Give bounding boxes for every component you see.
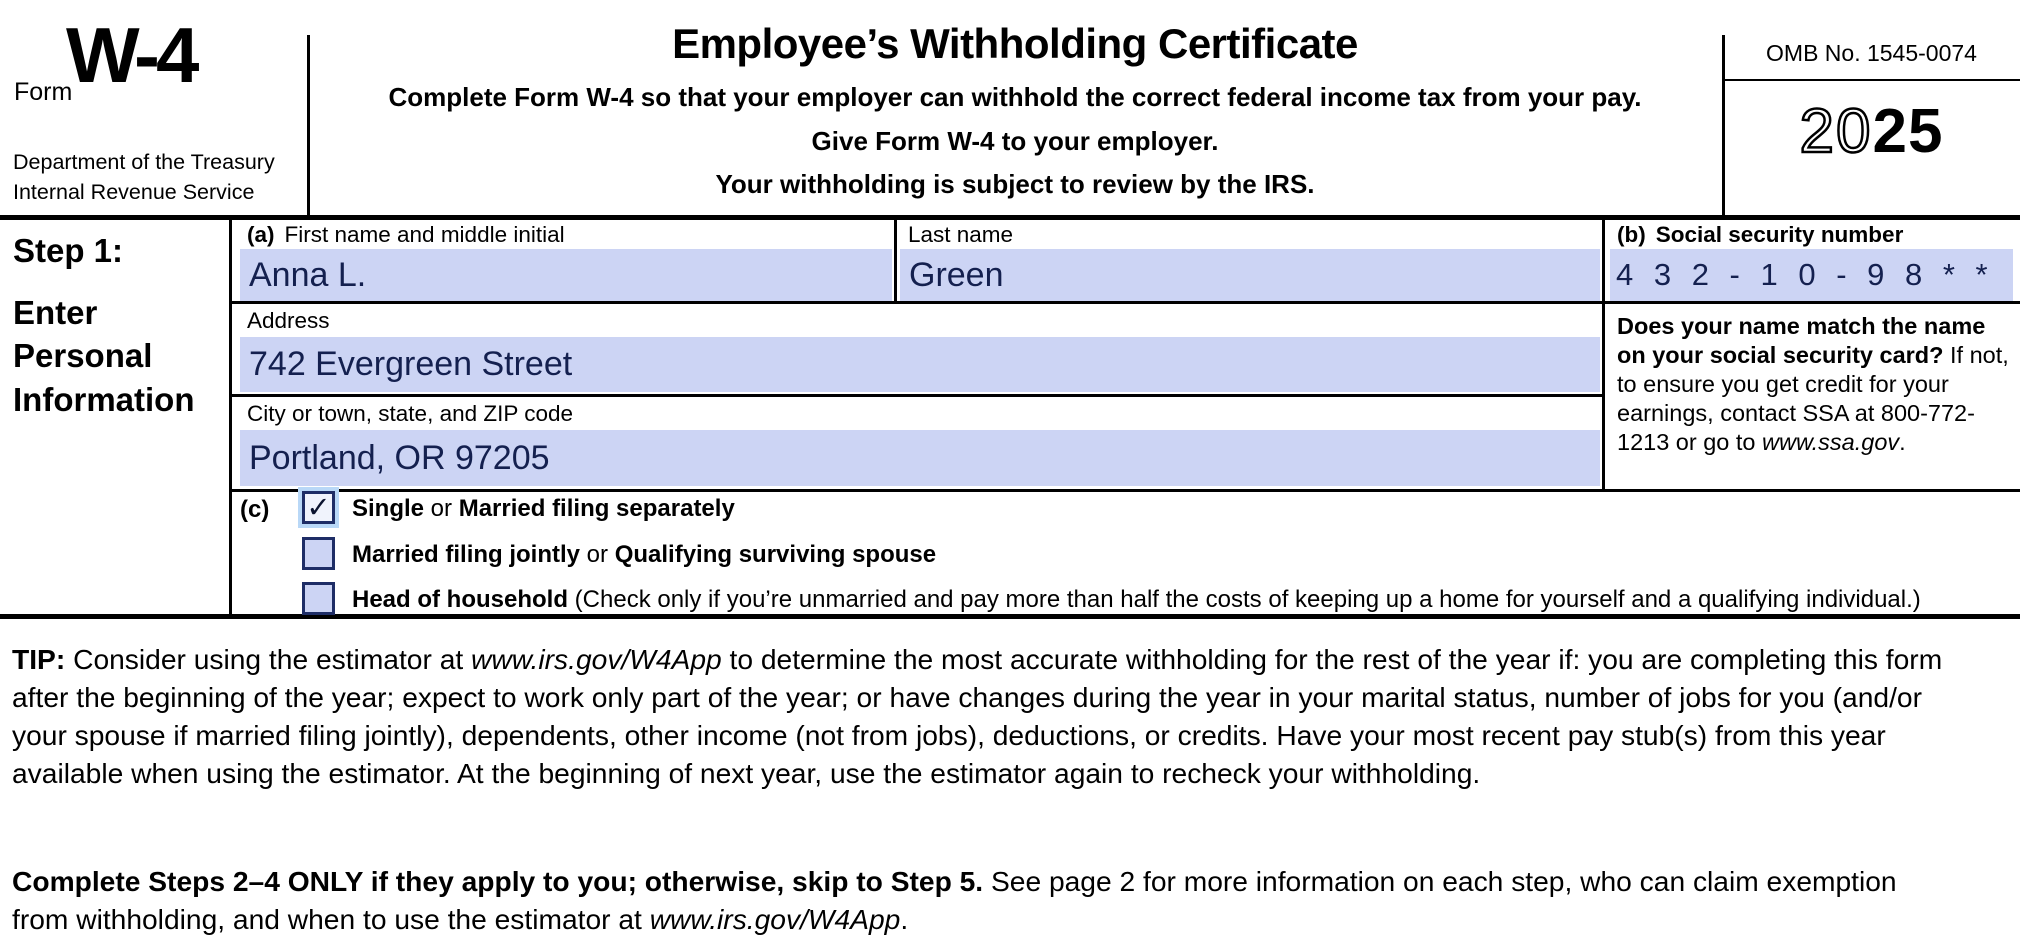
omb-underline [1725, 79, 2020, 81]
tip-paragraph [12, 640, 1960, 792]
ssn-input[interactable]: 4 3 2 - 1 0 - 9 8 * * [1610, 249, 2013, 301]
first-name-tag: (a) [247, 222, 275, 247]
first-name-label-text: First name and middle initial [284, 222, 565, 247]
ssa-name-match-note [1617, 312, 2019, 457]
step1-left-divider [229, 220, 232, 617]
w4app-link-2: www.irs.gov/W4App [649, 903, 901, 935]
header-bottom-rule [0, 215, 2020, 220]
header-right-divider [1722, 35, 1725, 216]
tip-after-link: to determine the most accurate withholding for the rest of the year if: you are completing this form after the beginning of the year; expect to work only part of the year; or have changes during the year in your marital status, number of jobs for you (and/or your spouse if married filing jointly), dependents, other income (not from jobs), deductions, or credits. Have your most recent pay stub(s) from this year available when using the estimator. At the beginning of next year, use the estimator again to recheck your withholding. [12, 643, 1943, 789]
ssa-note-body: If not, to ensure you get credit for your earnings, contact SSA at 800-772-1213 or go to [1617, 342, 2009, 455]
last-name-input[interactable]: Green [900, 249, 1600, 301]
address-input[interactable]: 742 Evergreen Street [240, 337, 1600, 392]
option3-bold: Head of household [352, 586, 568, 613]
form-subtitle-2: Give Form W-4 to your employer. [811, 126, 1219, 156]
steps-note-period: . [900, 903, 909, 935]
steps-note-bold: Complete Steps 2–4 ONLY if they apply to you; otherwise, skip to Step 5. [12, 865, 984, 897]
year-solid-digits: 25 [1872, 97, 1944, 166]
name-column-divider [894, 220, 897, 303]
checkbox-single-or-married-filing-separately[interactable] [302, 491, 335, 524]
option1-bold2: Married filing separately [458, 495, 735, 522]
omb-number: OMB No. 1545-0074 [1766, 40, 1977, 66]
city-input[interactable]: Portland, OR 97205 [240, 430, 1600, 486]
form-word: Form [14, 78, 73, 106]
tip-before-link: Consider using the estimator at [65, 643, 472, 675]
filing-status-tag: (c) [240, 496, 270, 523]
checkbox-head-of-household[interactable] [302, 582, 335, 615]
step1-label-personal: Personal [13, 337, 153, 374]
option1-or: or [424, 495, 459, 522]
agency-line-1: Department of the Treasury [13, 150, 275, 174]
filing-status-option-2-label [352, 541, 936, 569]
first-name-input[interactable]: Anna L. [240, 249, 892, 301]
step1-title: Step 1: [13, 232, 124, 269]
steps-note-body: See page 2 for more information on each step, who can claim exemption from withholding, and when to use the estimator at [12, 865, 1897, 935]
ssa-note-question: Does your name match the name on your social security card? [1617, 313, 1986, 368]
header-left-divider [307, 35, 310, 216]
checkbox-married-filing-jointly[interactable] [302, 537, 335, 570]
ssn-label-text: Social security number [1655, 222, 1904, 247]
tip-lead: TIP: [12, 643, 66, 675]
first-name-label [247, 222, 565, 248]
option2-or: or [580, 541, 615, 568]
ssn-tag: (b) [1617, 222, 1646, 247]
form-subtitle-3: Your withholding is subject to review by the IRS. [715, 169, 1315, 199]
steps-2-4-note [12, 862, 1960, 938]
row3-rule [229, 489, 2020, 492]
city-label: City or town, state, and ZIP code [247, 401, 573, 426]
header-center [310, 0, 1720, 200]
last-name-label: Last name [908, 222, 1014, 247]
year-outline-digits: 20 [1799, 97, 1873, 166]
row1-rule [229, 301, 2020, 304]
ssa-gov-link: www.ssa.gov [1762, 429, 1900, 455]
form-subtitle-1: Complete Form W-4 so that your employer can withhold the correct federal income tax from your pay. [388, 82, 1642, 112]
option2-bold2: Qualifying surviving spouse [614, 541, 937, 568]
w4app-link: www.irs.gov/W4App [471, 643, 722, 675]
form-number: W-4 [66, 11, 196, 99]
form-title: Employee’s Withholding Certificate [672, 20, 1358, 67]
ssn-label [1617, 222, 1903, 248]
option2-bold1: Married filing jointly [352, 541, 581, 568]
address-label: Address [247, 308, 330, 333]
option1-bold1: Single [352, 495, 425, 522]
step1-label-information: Information [13, 381, 195, 418]
option3-note: (Check only if you’re unmarried and pay more than half the costs of keeping up a home for yourself and a qualifying individual.) [568, 586, 1921, 613]
step1-label-enter: Enter [13, 294, 98, 331]
filing-status-option-3-label [352, 586, 1921, 614]
agency-line-2: Internal Revenue Service [13, 180, 255, 204]
filing-status-option-1-label [352, 495, 735, 523]
ssa-note-period: . [1899, 429, 1906, 455]
form-year [1723, 96, 2020, 167]
checkmark-icon: ✓ [306, 492, 331, 524]
right-column-divider [1602, 220, 1605, 492]
row2-rule [229, 394, 1605, 397]
